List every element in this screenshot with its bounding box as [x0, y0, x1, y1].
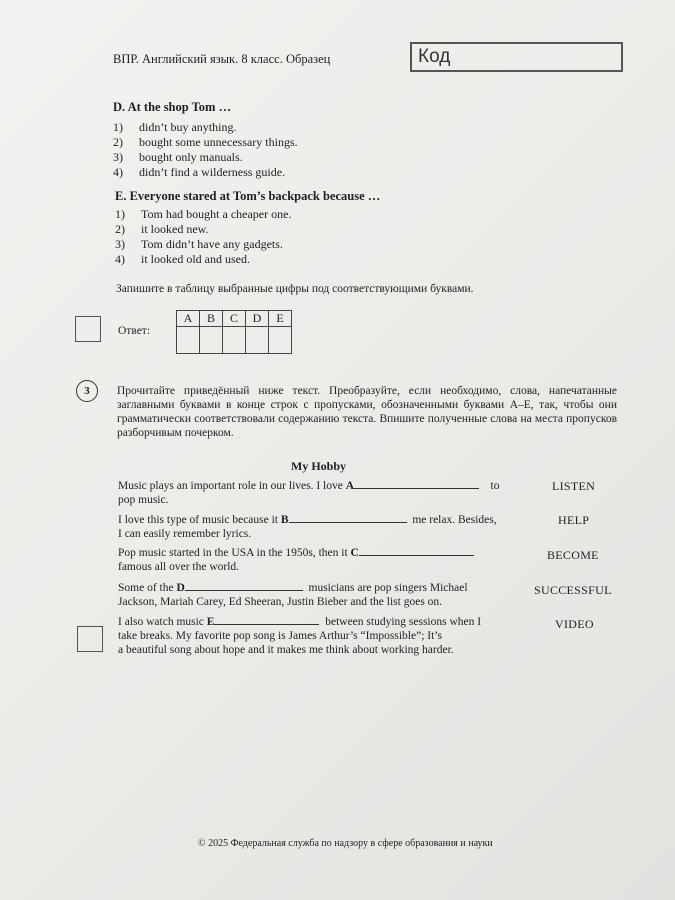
keyword-c: BECOME	[547, 548, 599, 562]
gap-c-blank[interactable]	[359, 545, 474, 556]
gap-letter: E	[206, 616, 215, 628]
question-e-options	[115, 207, 291, 267]
gap-letter: B	[280, 514, 289, 526]
sentence-e: I also watch music E between studying sessions when I take breaks. My favorite pop song is James Arthur’s “Impossible”; It’s a beautiful song about hope and it makes me think about working harder.	[118, 616, 482, 656]
answer-cell[interactable]	[223, 327, 246, 354]
answer-letter: E	[269, 311, 292, 327]
page-header-title: ВПР. Английский язык. 8 класс. Образец	[113, 52, 331, 66]
answer-cell[interactable]	[269, 327, 292, 354]
gap-letter: A	[345, 480, 355, 492]
table-instruction: Запишите в таблицу выбранные цифры под соответствующими буквами.	[116, 283, 474, 295]
option-item: 4) didn’t find a wilderness guide.	[113, 165, 286, 179]
keyword-a: LISTEN	[552, 479, 596, 493]
answer-letter: D	[246, 311, 269, 327]
option-item: 3) bought only manuals.	[113, 150, 243, 164]
answer-table	[176, 310, 292, 354]
gap-a-blank[interactable]	[354, 478, 479, 489]
gap-letter: C	[350, 547, 359, 559]
gap-e-blank[interactable]	[214, 614, 319, 625]
task-number-badge: 3	[76, 380, 98, 402]
option-item: 4) it looked old and used.	[115, 252, 250, 266]
gap-d-blank[interactable]	[185, 580, 303, 591]
option-item: 3) Tom didn’t have any gadgets.	[115, 237, 283, 251]
question-d-title: D. At the shop Tom …	[113, 100, 232, 114]
option-item: 2) bought some unnecessary things.	[113, 135, 298, 149]
keyword-b: HELP	[558, 513, 590, 527]
sentence-a: Music plays an important role in our lives. I love A to pop music.	[118, 480, 500, 506]
answer-cell[interactable]	[200, 327, 223, 354]
keyword-d: SUCCESSFUL	[534, 583, 612, 597]
option-item: 2) it looked new.	[115, 222, 209, 236]
answer-letter: C	[223, 311, 246, 327]
sentence-c: Pop music started in the USA in the 1950s, then it C famous all over the world.	[118, 545, 538, 574]
task3-instruction: Прочитайте приведённый ниже текст. Преобразуйте, если необходимо, слова, напечатанные заглавными буквами в конце строк с пропусками, обозначенными буквами A–E, так, чтобы они грамматически соответствовали содержанию текста. Впишите полученные слова на места пропусков разборчивым почерком.	[117, 385, 617, 439]
gap-b-blank[interactable]	[289, 512, 407, 523]
sentence-b: I love this type of music because it B me relax. Besides, I can easily remember lyrics.	[118, 514, 497, 540]
option-item: 1) Tom had bought a cheaper one.	[115, 207, 292, 221]
sentence-d: Some of the D musicians are pop singers Michael Jackson, Mariah Carey, Ed Sheeran, Justin Bieber and the list goes on.	[118, 582, 468, 608]
answer-letter: A	[177, 311, 200, 327]
text-title: My Hobby	[291, 459, 347, 473]
question-e-title: E. Everyone stared at Tom’s backpack because …	[115, 189, 381, 203]
page-footer: © 2025 Федеральная служба по надзору в сфере образования и науки	[198, 838, 493, 849]
keyword-e: VIDEO	[555, 617, 594, 631]
answer-cell[interactable]	[246, 327, 269, 354]
code-box[interactable]: Код	[410, 42, 623, 72]
gap-letter: D	[176, 582, 185, 594]
answer-label: Ответ:	[118, 325, 151, 337]
answer-letter: B	[200, 311, 223, 327]
answer-cell[interactable]	[177, 327, 200, 354]
option-item: 1) didn’t buy anything.	[113, 120, 237, 134]
question-d-options	[113, 120, 298, 180]
score-box[interactable]	[77, 626, 103, 652]
score-box[interactable]	[75, 316, 101, 342]
